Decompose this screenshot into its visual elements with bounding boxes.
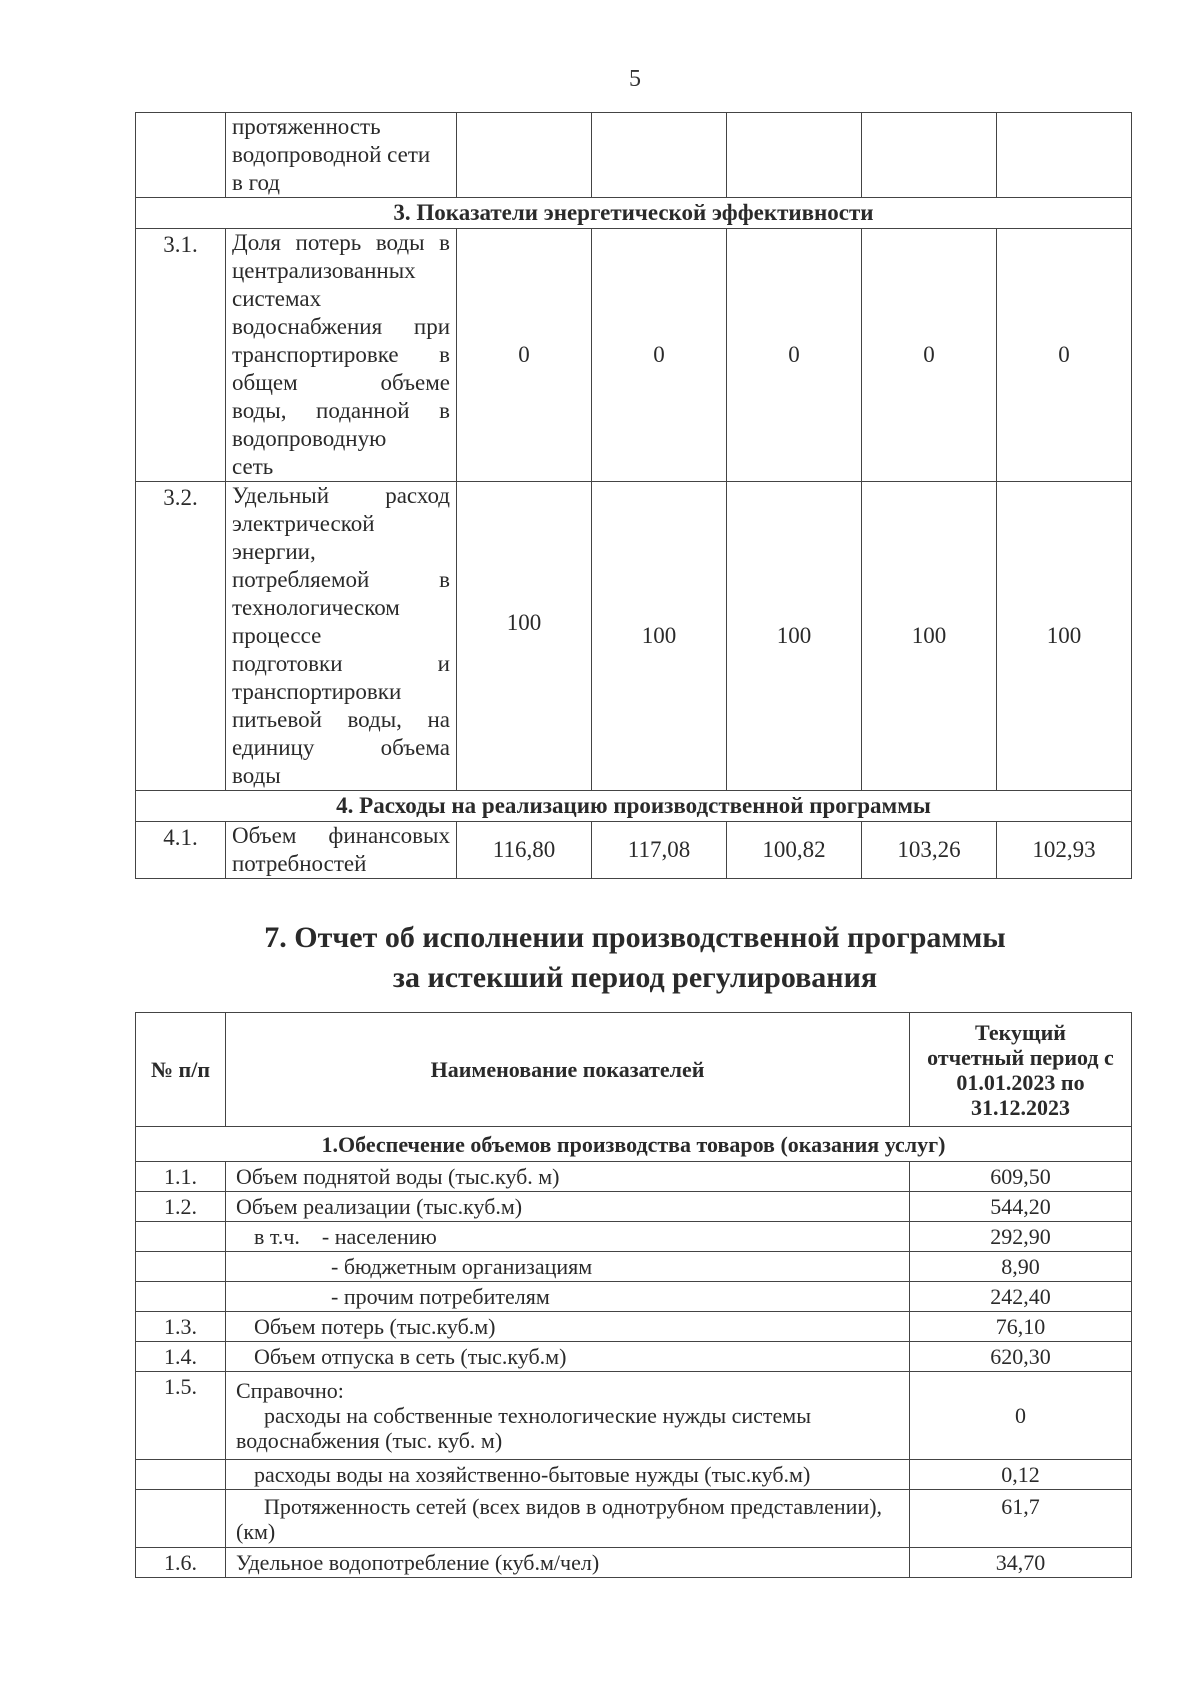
row-number	[136, 1252, 226, 1282]
section-row	[136, 791, 1132, 822]
row-number: 1.4.	[136, 1342, 226, 1372]
indicator-line: питьевой воды, на	[232, 707, 450, 732]
header-name: Наименование показателей	[226, 1013, 910, 1127]
row-number: 1.2.	[136, 1192, 226, 1222]
indicator-name-cell	[226, 822, 457, 879]
row-number	[136, 1490, 226, 1548]
row-number-cell	[136, 113, 226, 198]
table-row	[136, 1222, 1132, 1252]
value-cell: 116,80	[457, 822, 592, 879]
row-name: Объем реализации (тыс.куб.м)	[226, 1192, 910, 1222]
section-title: 3. Показатели энергетической эффективности	[136, 198, 1132, 229]
indicator-line: транспортировке в	[232, 342, 450, 367]
row-name: Объем отпуска в сеть (тыс.куб.м)	[226, 1342, 910, 1372]
indicator-line: водопроводную	[232, 426, 387, 451]
row-number: 1.6.	[136, 1548, 226, 1578]
row-value: 34,70	[910, 1548, 1132, 1578]
table-row	[136, 229, 1132, 482]
row-name: - прочим потребителям	[226, 1282, 910, 1312]
row-name: расходы воды на хозяйственно-бытовые нужды (тыс.куб.м)	[226, 1460, 910, 1490]
header-period-line: Текущий	[975, 1019, 1066, 1045]
indicator-line: потребляемой в	[232, 567, 450, 592]
row-number	[136, 1282, 226, 1312]
header-period-line: 31.12.2023	[971, 1094, 1070, 1120]
indicator-line: централизованных	[232, 258, 416, 283]
table-row	[136, 1342, 1132, 1372]
row-name	[226, 1372, 910, 1460]
indicator-line: общем объеме	[232, 370, 450, 395]
row-number: 3.1.	[136, 229, 226, 482]
value-cell: 0	[457, 229, 592, 482]
header-period-line: отчетный период с	[927, 1044, 1114, 1070]
report-table	[135, 1012, 1132, 1578]
value-cell: 102,93	[997, 822, 1132, 879]
page-number: 5	[629, 66, 641, 92]
indicator-line: воды	[232, 763, 281, 788]
header-period	[910, 1013, 1132, 1127]
header-period-line: 01.01.2023 по	[956, 1069, 1085, 1095]
row-value: 8,90	[910, 1252, 1132, 1282]
value-cell: 100	[997, 482, 1132, 791]
indicator-line: в год	[232, 170, 281, 195]
heading-line: 7. Отчет об исполнении производственной программы	[264, 921, 1006, 954]
table-row	[136, 822, 1132, 879]
row-value: 620,30	[910, 1342, 1132, 1372]
value-cell: 100	[457, 482, 592, 791]
row-number: 4.1.	[136, 822, 226, 879]
value-cell: 100,82	[727, 822, 862, 879]
indicator-line: водоснабжения при	[232, 314, 450, 339]
value-cell: 0	[862, 229, 997, 482]
table-row	[136, 1192, 1132, 1222]
table-row	[136, 1490, 1132, 1548]
header-number: № п/п	[136, 1013, 226, 1127]
section-title: 1.Обеспечение объемов производства товаров (оказания услуг)	[136, 1127, 1132, 1162]
section-row	[136, 198, 1132, 229]
row-value: 242,40	[910, 1282, 1132, 1312]
row-number: 3.2.	[136, 482, 226, 791]
indicator-line: подготовки и	[232, 651, 450, 676]
row-name: Удельное водопотребление (куб.м/чел)	[226, 1548, 910, 1578]
value-cell: 100	[592, 482, 727, 791]
row-name: Объем потерь (тыс.куб.м)	[226, 1312, 910, 1342]
value-cell: 100	[862, 482, 997, 791]
table-row	[136, 1460, 1132, 1490]
indicator-line: потребностей	[232, 851, 367, 876]
indicator-line: Удельный расход	[232, 483, 450, 508]
row-name-text: расходы на собственные технологические нужды системы водоснабжения (тыс. куб. м)	[236, 1403, 811, 1453]
row-name: Протяженность сетей (всех видов в однотрубном представлении), (км)	[226, 1490, 910, 1548]
indicator-name-cell	[226, 229, 457, 482]
indicator-line: технологическом	[232, 595, 400, 620]
value-cell: 0	[997, 229, 1132, 482]
indicator-line: единицу объема	[232, 735, 450, 760]
row-value: 76,10	[910, 1312, 1132, 1342]
value-cell: 117,08	[592, 822, 727, 879]
section-row	[136, 1127, 1132, 1162]
section-heading	[135, 918, 1135, 998]
indicator-line: воды, поданной в	[232, 398, 450, 423]
indicators-table	[135, 112, 1132, 879]
indicator-name-cell	[226, 482, 457, 791]
table-row	[136, 1312, 1132, 1342]
table-row	[136, 1162, 1132, 1192]
row-name: в т.ч. - населению	[226, 1222, 910, 1252]
heading-line: за истекший период регулирования	[392, 961, 878, 994]
row-number: 1.1.	[136, 1162, 226, 1192]
table-row	[136, 1252, 1132, 1282]
row-value: 609,50	[910, 1162, 1132, 1192]
indicator-name-cell	[226, 113, 457, 198]
indicator-line: электрической	[232, 511, 375, 536]
row-number	[136, 1460, 226, 1490]
indicator-line: Доля потерь воды в	[232, 230, 450, 255]
table-row	[136, 113, 1132, 198]
table-row	[136, 1282, 1132, 1312]
row-name: - бюджетным организациям	[226, 1252, 910, 1282]
indicator-line: Объем финансовых	[232, 823, 450, 848]
value-cell: 100	[727, 482, 862, 791]
row-number	[136, 1222, 226, 1252]
indicator-line: водопроводной сети	[232, 142, 431, 167]
row-name: Объем поднятой воды (тыс.куб. м)	[226, 1162, 910, 1192]
indicator-line: системах	[232, 286, 322, 311]
indicator-line: процессе	[232, 623, 322, 648]
indicator-line: протяженность	[232, 114, 381, 139]
value-cell: 103,26	[862, 822, 997, 879]
row-value: 292,90	[910, 1222, 1132, 1252]
table-row	[136, 1372, 1132, 1460]
value-cell: 0	[727, 229, 862, 482]
section-title: 4. Расходы на реализацию производственной программы	[136, 791, 1132, 822]
indicator-line: энергии,	[232, 539, 316, 564]
row-value: 0,12	[910, 1460, 1132, 1490]
indicator-line: транспортировки	[232, 679, 402, 704]
table-row	[136, 482, 1132, 791]
header-row	[136, 1013, 1132, 1127]
row-name-label: Справочно:	[236, 1378, 344, 1403]
row-value: 0	[910, 1372, 1132, 1460]
row-value: 61,7	[910, 1490, 1132, 1548]
indicator-line: сеть	[232, 454, 274, 479]
row-value: 544,20	[910, 1192, 1132, 1222]
value-cell: 0	[592, 229, 727, 482]
table-row	[136, 1548, 1132, 1578]
row-number: 1.5.	[136, 1372, 226, 1460]
row-number: 1.3.	[136, 1312, 226, 1342]
